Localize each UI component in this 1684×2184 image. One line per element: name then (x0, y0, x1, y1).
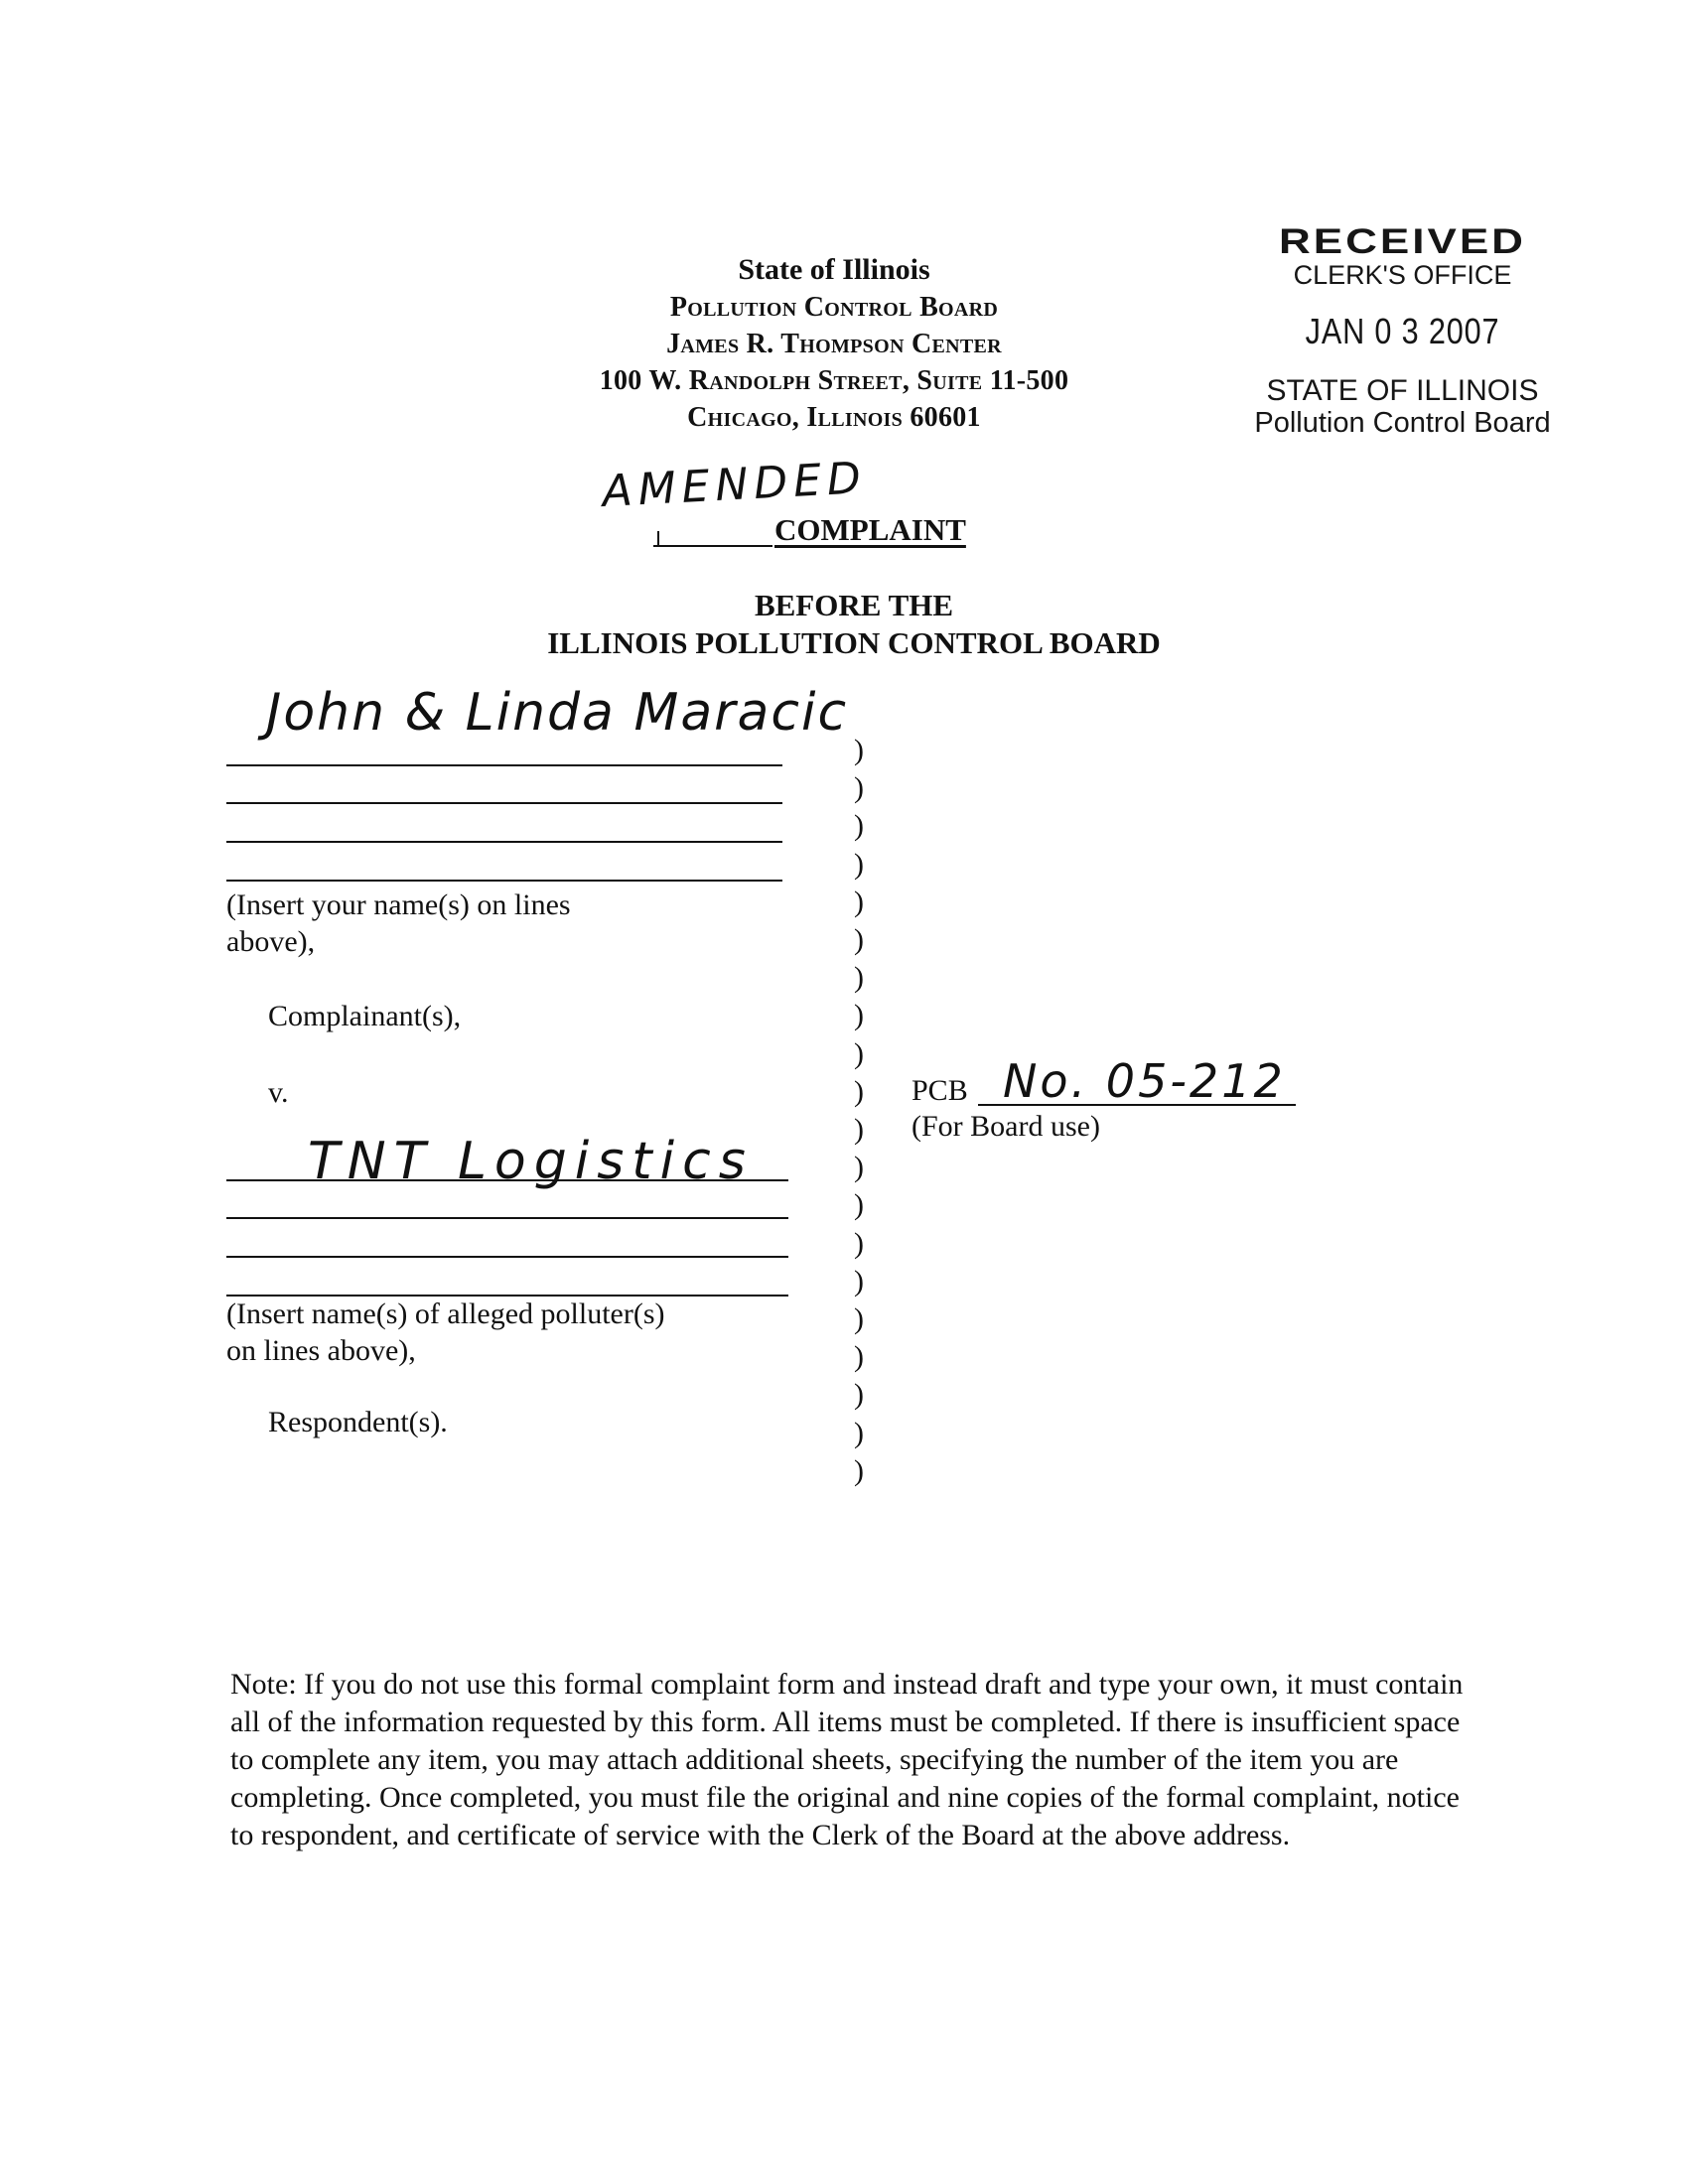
board-address-header (516, 251, 1152, 436)
header-street: 100 W. Randolph Street, Suite 11-500 (599, 365, 1069, 396)
stamp-board: Pollution Control Board (1254, 407, 1551, 439)
respondent-line-1 (226, 1179, 788, 1181)
complainant-instruction-line1: (Insert your name(s) on lines (226, 888, 571, 921)
respondent-role: Respondent(s). (268, 1406, 448, 1438)
complainant-name-handwritten: John & Linda Maracic (266, 683, 849, 743)
complainant-line-1 (226, 764, 782, 766)
caption-parenthesis: ) (854, 961, 864, 995)
received-stamp (1231, 220, 1574, 439)
complainant-line-4 (226, 880, 782, 882)
title-blank-line (653, 545, 772, 547)
title-blank-tick (657, 531, 659, 545)
title-complaint: COMPLAINT (774, 512, 966, 547)
caption-parenthesis: ) (854, 1188, 864, 1222)
before-heading (427, 587, 1281, 662)
pcb-number-line (978, 1104, 1296, 1106)
complainant-instruction (226, 887, 571, 960)
caption-parenthesis: ) (854, 1264, 864, 1297)
form-instructions-note: Note: If you do not use this formal complaint form and instead draft and type your own, it must contain all of the information requested by this form. All items must be completed. If there is insufficient space to complete any item, you may attach additional sheets, specifying the number of the item you are completing. Once completed, you must file the original and nine copies of the formal complaint, notice to respondent, and certificate of service with the Clerk of the Board at the above address. (230, 1668, 1464, 1851)
header-state: State of Illinois (738, 253, 930, 286)
caption-parenthesis: ) (854, 1113, 864, 1146)
respondent-instruction-line2: on lines above), (226, 1334, 416, 1367)
caption-parenthesis: ) (854, 1074, 864, 1108)
respondent-line-3 (226, 1256, 788, 1258)
stamp-date: JAN 0 3 2007 (1305, 311, 1500, 351)
before-line2: ILLINOIS POLLUTION CONTROL BOARD (547, 625, 1161, 660)
respondent-name-handwritten: TNT Logistics (308, 1132, 754, 1191)
pcb-number-handwritten: No. 05-212 (1003, 1054, 1286, 1108)
respondent-instruction-line1: (Insert name(s) of alleged polluter(s) (226, 1297, 665, 1330)
stamp-received: RECEIVED (1279, 222, 1526, 262)
caption-parenthesis: ) (854, 885, 864, 918)
caption-parenthesis: ) (854, 1340, 864, 1374)
caption-parenthesis: ) (854, 1378, 864, 1412)
complainant-role: Complainant(s), (268, 1000, 462, 1032)
stamp-office: CLERK'S OFFICE (1293, 260, 1512, 290)
header-center: James R. Thompson Center (666, 329, 1002, 359)
complainant-line-3 (226, 841, 782, 843)
title-handwritten-amended: AMENDED (601, 453, 868, 517)
respondent-instruction (226, 1296, 665, 1369)
caption-parenthesis: ) (854, 1453, 864, 1487)
before-line1: BEFORE THE (754, 588, 954, 622)
caption-parenthesis: ) (854, 1036, 864, 1070)
caption-parenthesis: ) (854, 809, 864, 843)
caption-parenthesis: ) (854, 999, 864, 1032)
complainant-instruction-line2: above), (226, 925, 316, 958)
caption-parenthesis: ) (854, 734, 864, 766)
caption-parenthesis: ) (854, 1416, 864, 1449)
header-board: Pollution Control Board (669, 292, 999, 323)
versus: v. (268, 1076, 289, 1109)
header-city: Chicago, Illinois 60601 (687, 402, 981, 433)
board-use-label: (For Board use) (912, 1110, 1100, 1143)
respondent-line-2 (226, 1217, 788, 1219)
caption-parenthesis: ) (854, 771, 864, 805)
caption-parenthesis: ) (854, 923, 864, 956)
caption-parenthesis: ) (854, 847, 864, 881)
complainant-line-2 (226, 802, 782, 804)
caption-parenthesis: ) (854, 1226, 864, 1260)
caption-parenthesis: ) (854, 1151, 864, 1184)
pcb-label: PCB (912, 1074, 968, 1107)
caption-parenthesis: ) (854, 1302, 864, 1335)
stamp-state: STATE OF ILLINOIS (1266, 374, 1539, 407)
